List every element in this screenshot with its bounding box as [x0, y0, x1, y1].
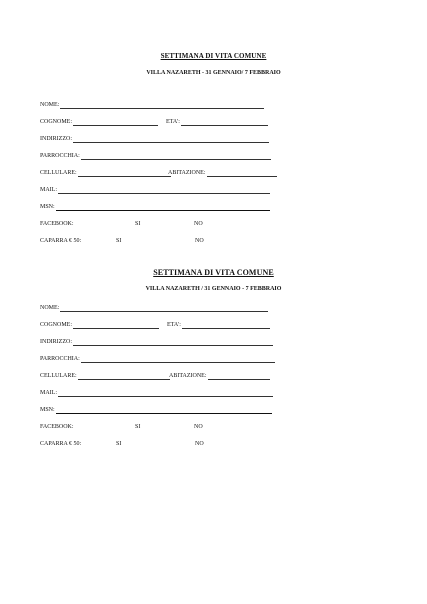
eta-line[interactable] [181, 119, 268, 126]
nome-line[interactable] [60, 102, 264, 109]
facebook-no-option[interactable]: NO [194, 424, 203, 430]
nome-field[interactable] [40, 304, 268, 312]
abitazione-label: ABITAZIONE: [169, 373, 207, 379]
cellulare-field[interactable] [40, 372, 170, 380]
cellulare-line[interactable] [78, 170, 171, 177]
nome-field[interactable] [40, 101, 264, 109]
cellulare-label: CELLULARE: [40, 170, 77, 176]
msn-field[interactable] [40, 203, 270, 211]
facebook-no-option[interactable]: NO [194, 221, 203, 227]
abitazione-line[interactable] [207, 170, 277, 177]
cellulare-field[interactable] [40, 169, 171, 177]
parrocchia-label: PARROCCHIA: [40, 153, 80, 159]
indirizzo-field[interactable] [40, 338, 273, 346]
facebook-si-option[interactable]: SI [135, 221, 141, 227]
cellulare-line[interactable] [78, 373, 170, 380]
msn-line[interactable] [56, 204, 270, 211]
caparra-label: CAPARRA € 50: [40, 441, 82, 447]
form-title: SETTIMANA DI VITA COMUNE [160, 52, 267, 60]
eta-field[interactable] [166, 118, 268, 126]
nome-line[interactable] [60, 305, 268, 312]
msn-field[interactable] [40, 406, 272, 414]
cognome-field[interactable] [40, 118, 158, 126]
indirizzo-label: INDIRIZZO: [40, 136, 72, 142]
parrocchia-line[interactable] [81, 153, 271, 160]
parrocchia-line[interactable] [81, 356, 275, 363]
cognome-line[interactable] [73, 322, 159, 329]
abitazione-field[interactable] [168, 169, 277, 177]
cognome-line[interactable] [73, 119, 158, 126]
abitazione-field[interactable] [169, 372, 270, 380]
caparra-label: CAPARRA € 50: [40, 238, 82, 244]
indirizzo-field[interactable] [40, 135, 269, 143]
msn-label: MSN: [40, 204, 55, 210]
caparra-si-option[interactable]: SI [116, 238, 122, 244]
caparra-no-option[interactable]: NO [195, 238, 204, 244]
facebook-label: FACEBOOK: [40, 221, 74, 227]
nome-label: NOME: [40, 102, 60, 108]
mail-label: MAIL: [40, 187, 57, 193]
abitazione-line[interactable] [208, 373, 270, 380]
facebook-si-option[interactable]: SI [135, 424, 141, 430]
cellulare-label: CELLULARE: [40, 373, 77, 379]
abitazione-label: ABITAZIONE: [168, 170, 206, 176]
eta-label: ETA': [167, 322, 181, 328]
msn-line[interactable] [56, 407, 272, 414]
facebook-label: FACEBOOK: [40, 424, 74, 430]
caparra-si-option[interactable]: SI [116, 441, 122, 447]
form-title: SETTIMANA DI VITA COMUNE [153, 268, 274, 277]
cognome-field[interactable] [40, 321, 159, 329]
eta-label: ETA': [166, 119, 180, 125]
mail-label: MAIL: [40, 390, 57, 396]
caparra-no-option[interactable]: NO [195, 441, 204, 447]
parrocchia-field[interactable] [40, 355, 275, 363]
form-subtitle: VILLA NAZARETH - 31 GENNAIO/ 7 FEBBRAIO [146, 70, 281, 76]
mail-field[interactable] [40, 186, 270, 194]
mail-field[interactable] [40, 389, 273, 397]
parrocchia-label: PARROCCHIA: [40, 356, 80, 362]
indirizzo-label: INDIRIZZO: [40, 339, 72, 345]
nome-label: NOME: [40, 305, 60, 311]
msn-label: MSN: [40, 407, 55, 413]
form-subtitle: VILLA NAZARETH / 31 GENNAIO - 7 FEBBRAIO [145, 286, 282, 292]
cognome-label: COGNOME: [40, 119, 73, 125]
indirizzo-line[interactable] [73, 339, 273, 346]
indirizzo-line[interactable] [73, 136, 269, 143]
cognome-label: COGNOME: [40, 322, 73, 328]
parrocchia-field[interactable] [40, 152, 271, 160]
mail-line[interactable] [58, 390, 273, 397]
eta-line[interactable] [182, 322, 270, 329]
eta-field[interactable] [167, 321, 270, 329]
mail-line[interactable] [58, 187, 270, 194]
